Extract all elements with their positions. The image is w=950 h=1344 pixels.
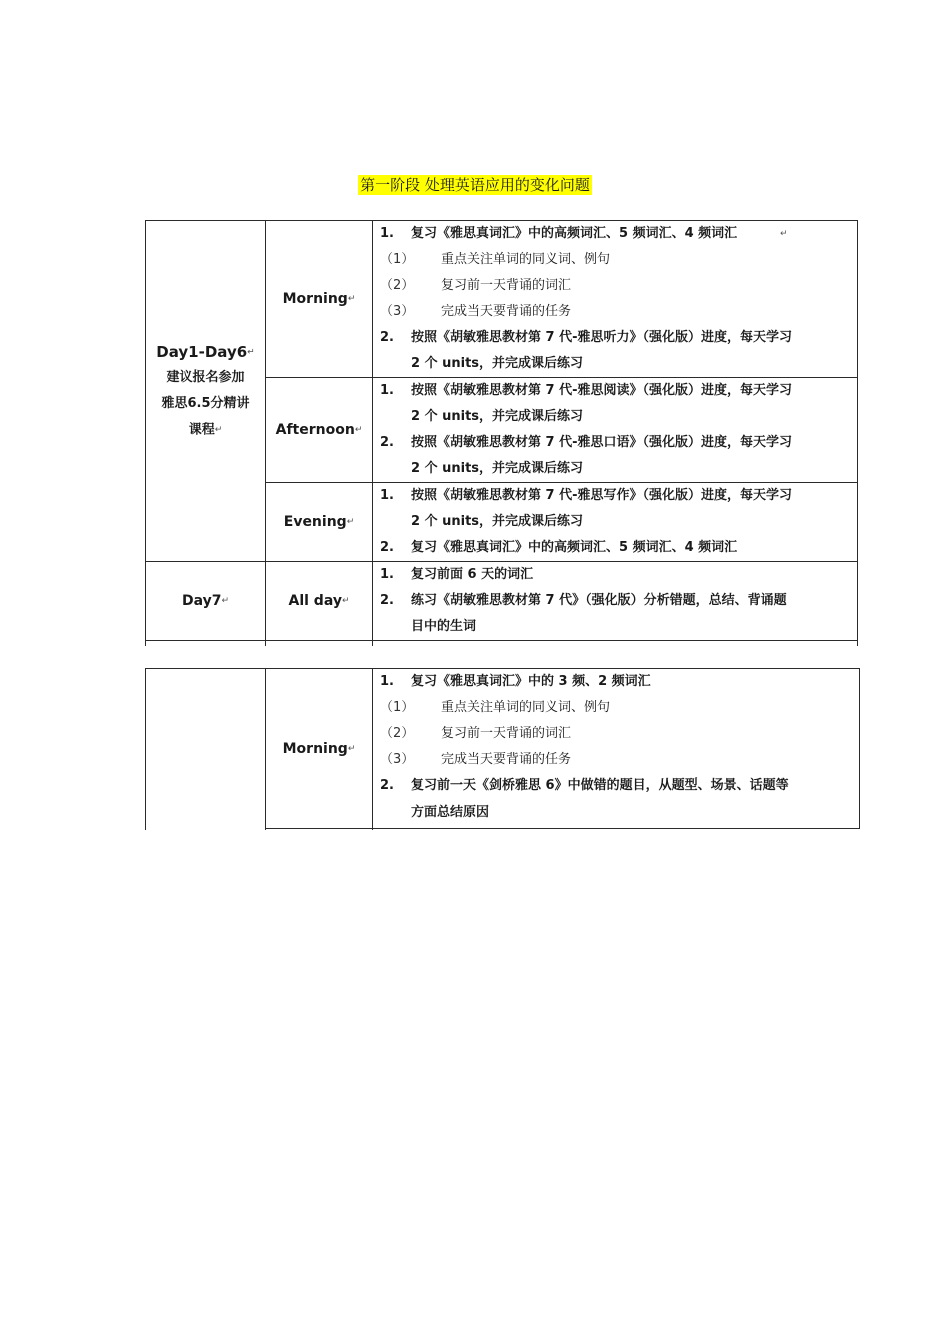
slot-label: Afternoon — [275, 422, 355, 438]
slot-label: Morning — [282, 740, 348, 757]
slot-evening — [266, 483, 372, 561]
paragraph-mark: ↵ — [346, 517, 355, 527]
paragraph-mark: ↵ — [341, 596, 350, 606]
table-border — [857, 220, 858, 646]
paragraph-mark: ↵ — [354, 425, 363, 435]
day-range-cell — [146, 221, 265, 561]
course-note-line: 雅思6.5分精讲 — [161, 396, 250, 411]
slot-label: Evening — [283, 514, 347, 530]
table-border — [372, 220, 373, 646]
slot-label: Morning — [282, 291, 348, 307]
day-label: Day7 — [181, 593, 222, 609]
day7-cell — [146, 562, 265, 640]
paragraph-mark: ↵ — [221, 596, 230, 606]
table-border — [859, 668, 860, 829]
page-title: 第一阶段 处理英语应用的变化问题 — [360, 176, 590, 194]
day-range-label: Day1-Day6 — [156, 342, 248, 361]
course-note-line: 课程 — [188, 422, 215, 438]
table-border — [372, 668, 373, 830]
table-border — [145, 668, 146, 830]
slot-afternoon — [266, 378, 372, 482]
course-note-line: 建议报名参加 — [166, 370, 245, 385]
paragraph-mark: ↵ — [214, 425, 223, 435]
paragraph-mark: ↵ — [347, 743, 356, 754]
table-border — [265, 828, 860, 829]
paragraph-mark: ↵ — [347, 294, 356, 304]
slot-label: All day — [288, 593, 342, 609]
slot-morning — [266, 221, 372, 377]
slot-morning — [266, 669, 372, 828]
table-border — [145, 640, 858, 641]
slot-allday — [266, 562, 372, 640]
paragraph-mark: ↵ — [247, 347, 255, 357]
